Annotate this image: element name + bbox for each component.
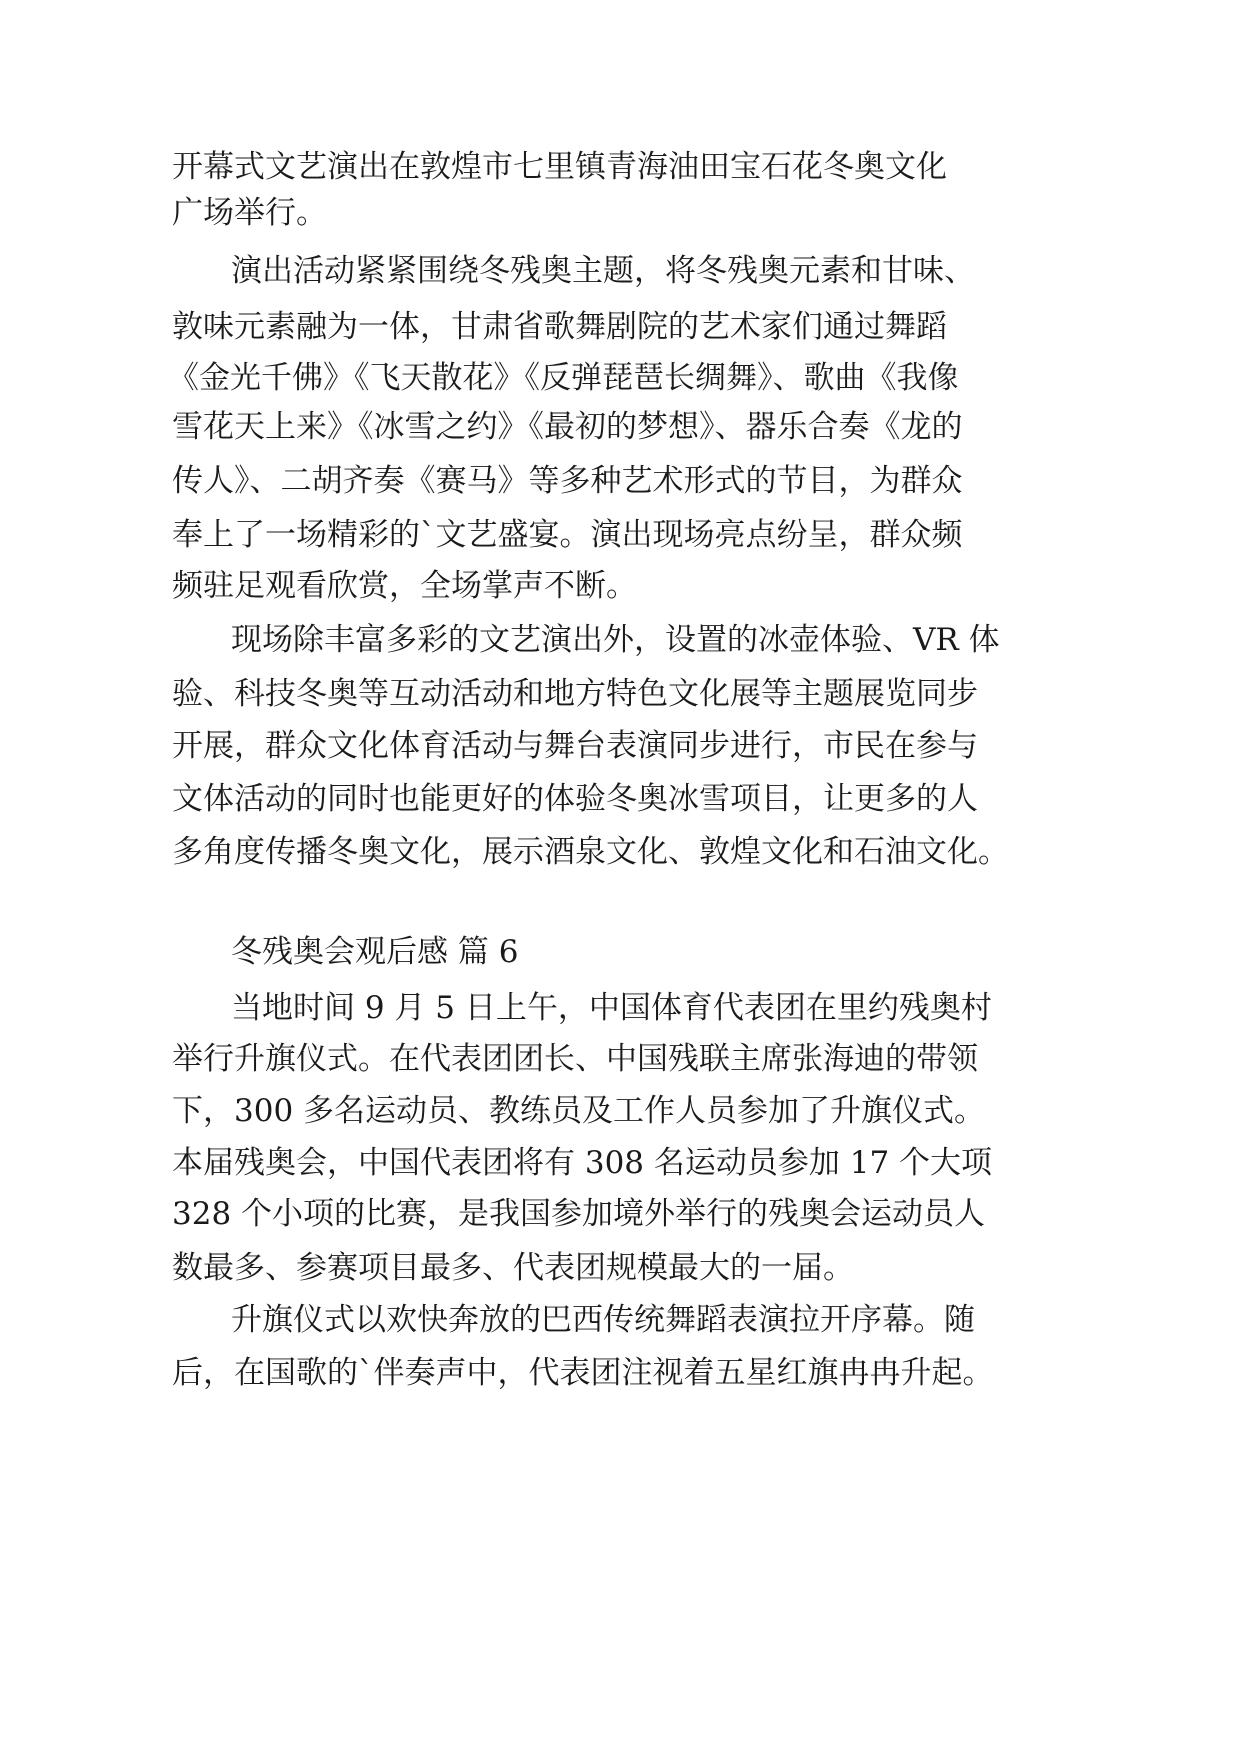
section-heading: 冬残奥会观后感 篇 6	[231, 934, 519, 970]
paragraph-2-line-7: 频驻足观看欣赏，全场掌声不断。	[172, 568, 637, 604]
paragraph-2-line-5: 传人》、二胡齐奏《赛马》等多种艺术形式的节目，为群众	[172, 463, 963, 499]
paragraph-3-line-2: 验、科技冬奥等互动活动和地方特色文化展等主题展览同步	[172, 676, 978, 712]
paragraph-3-line-5: 多角度传播冬奥文化，展示酒泉文化、敦煌文化和石油文化。	[172, 834, 1009, 870]
paragraph-5-line-2: 后，在国歌的`伴奏声中，代表团注视着五星红旗冉冉升起。	[172, 1355, 994, 1391]
paragraph-4-line-1: 当地时间 9 月 5 日上午，中国体育代表团在里约残奥村	[231, 990, 992, 1026]
paragraph-2-line-1: 演出活动紧紧围绕冬残奥主题，将冬残奥元素和甘味、	[231, 253, 975, 289]
paragraph-1-line-1: 开幕式文艺演出在敦煌市七里镇青海油田宝石花冬奥文化	[172, 149, 947, 185]
paragraph-5-line-1: 升旗仪式以欢快奔放的巴西传统舞蹈表演拉开序幕。随	[231, 1302, 975, 1338]
paragraph-4-line-6: 数最多、参赛项目最多、代表团规模最大的一届。	[172, 1250, 854, 1286]
paragraph-2-line-3: 《金光千佛》《飞天散花》《反弹琵琶长绸舞》、歌曲《我像	[168, 360, 959, 396]
paragraph-3-line-4: 文体活动的同时也能更好的体验冬奥冰雪项目，让更多的人	[172, 781, 978, 817]
paragraph-2-line-4: 雪花天上来》《冰雪之约》《最初的梦想》、器乐合奏《龙的	[172, 409, 963, 445]
paragraph-3-line-1: 现场除丰富多彩的文艺演出外，设置的冰壶体验、VR 体	[231, 622, 1000, 658]
paragraph-3-line-3: 开展，群众文化体育活动与舞台表演同步进行，市民在参与	[172, 728, 978, 764]
paragraph-1-line-2: 广场举行。	[172, 195, 327, 231]
paragraph-4-line-5: 328 个小项的比赛，是我国参加境外举行的残奥会运动员人	[172, 1196, 986, 1232]
paragraph-2-line-6: 奉上了一场精彩的`文艺盛宴。演出现场亮点纷呈，群众频	[172, 517, 963, 553]
paragraph-4-line-3: 下，300 多名运动员、教练员及工作人员参加了升旗仪式。	[172, 1093, 986, 1129]
paragraph-2-line-2: 敦味元素融为一体，甘肃省歌舞剧院的艺术家们通过舞蹈	[172, 309, 947, 345]
paragraph-4-line-2: 举行升旗仪式。在代表团团长、中国残联主席张海迪的带领	[172, 1041, 978, 1077]
paragraph-4-line-4: 本届残奥会，中国代表团将有 308 名运动员参加 17 个大项	[172, 1145, 993, 1181]
